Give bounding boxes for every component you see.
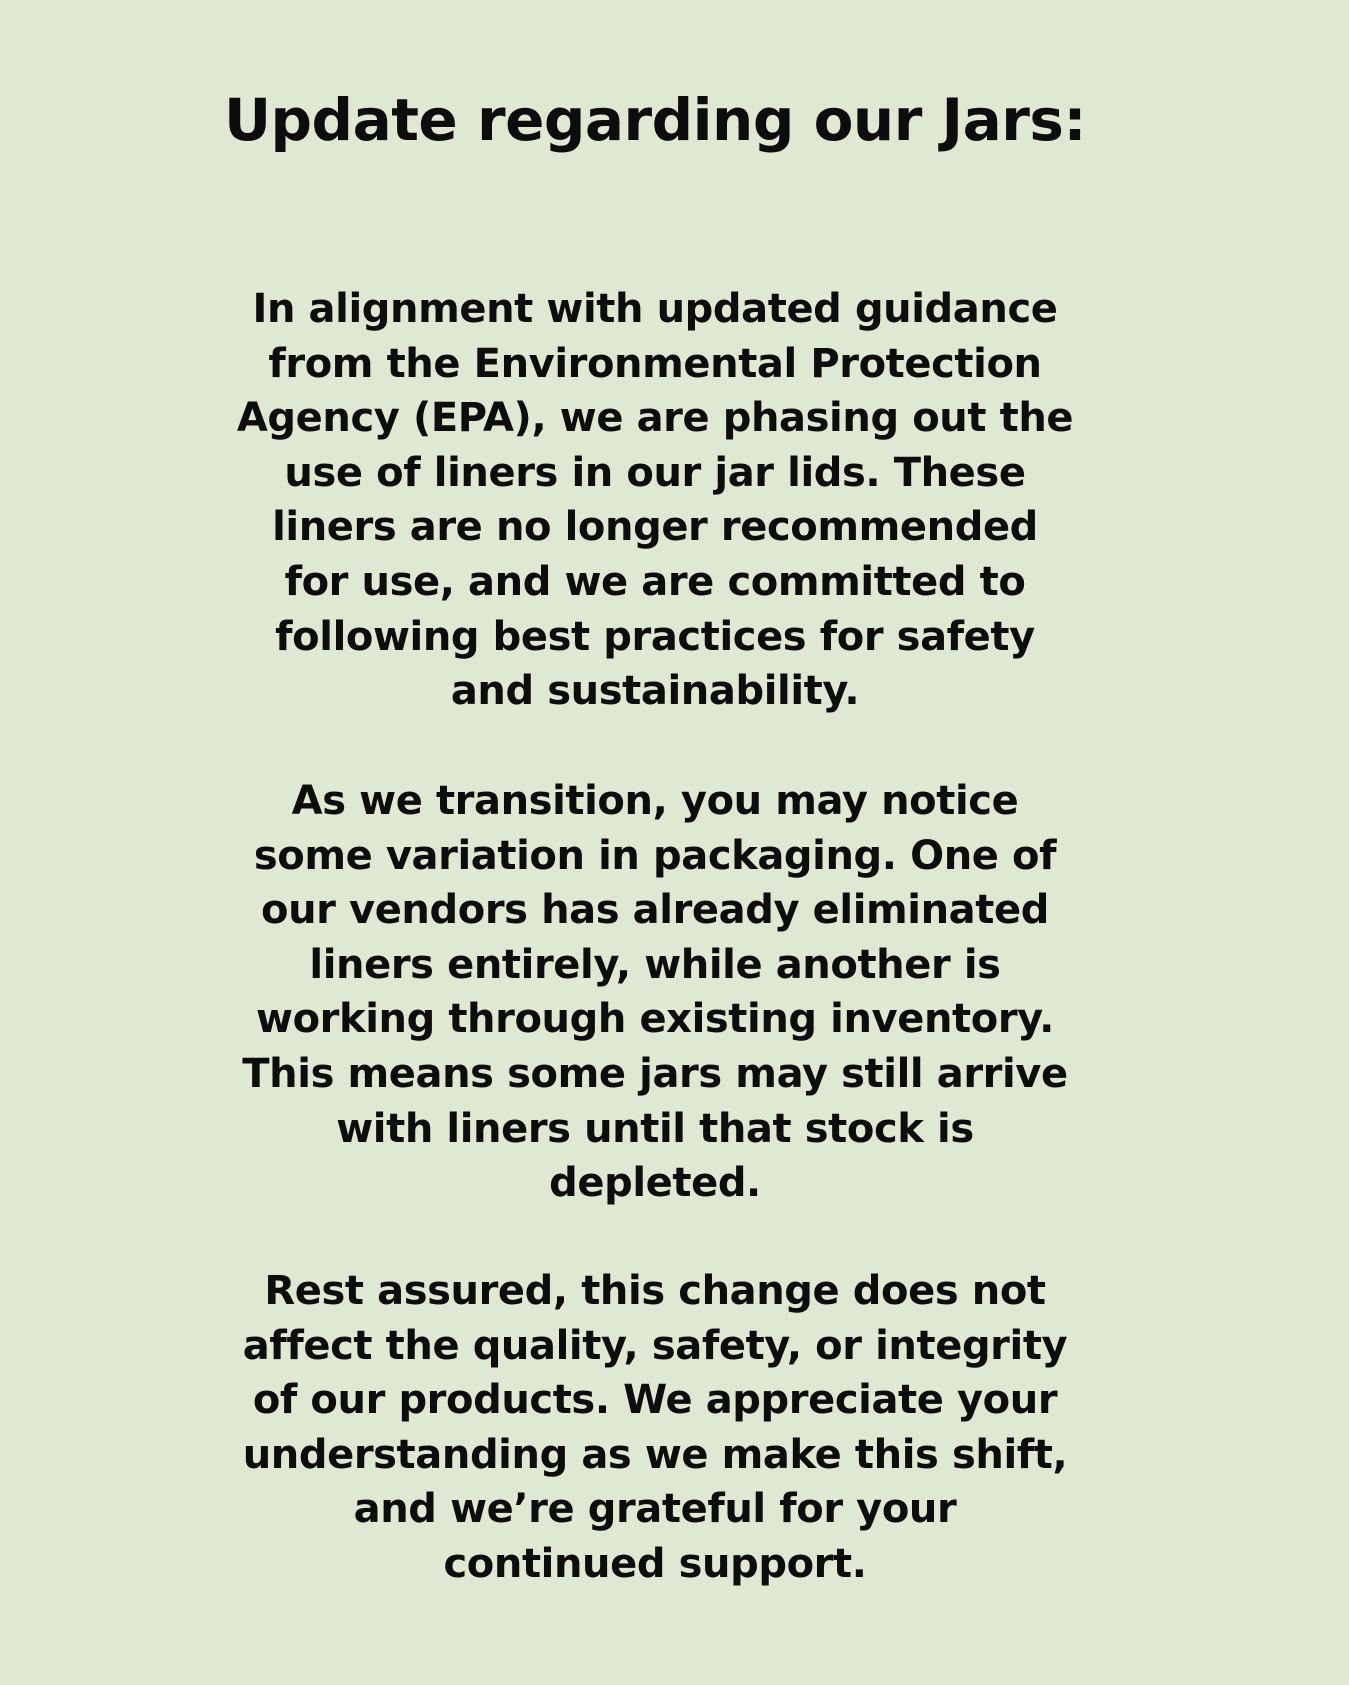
text-line: Rest assured, this change does not <box>264 1268 1046 1314</box>
text-line: of our products. We appreciate your <box>252 1377 1058 1424</box>
text-line: working through existing inventory. <box>256 996 1054 1043</box>
text-line: depleted. <box>549 1160 761 1207</box>
text-line: with liners until that stock is <box>336 1105 974 1152</box>
text-line: use of liners in our jar lids. These <box>284 449 1026 496</box>
text-line: understanding as we make this shift, <box>242 1431 1068 1478</box>
paragraph-transition <box>150 774 1160 1211</box>
text-line: As we transition, you may notice <box>291 778 1019 824</box>
text-line: liners are no longer recommended <box>272 504 1038 551</box>
text-line: This means some jars may still arrive <box>242 1050 1068 1097</box>
text-line: continued support. <box>443 1540 867 1587</box>
text-line: affect the quality, safety, or integrity <box>242 1322 1068 1369</box>
text-line: and sustainability. <box>450 668 860 715</box>
text-line: some variation in packaging. One of <box>253 832 1057 879</box>
page-title: Update regarding our Jars: <box>223 86 1087 154</box>
text-line: Agency (EPA), we are phasing out the <box>236 395 1074 442</box>
paragraph-assurance <box>150 1264 1160 1592</box>
text-line: from the Environmental Protection <box>268 340 1042 387</box>
text-line: In alignment with updated guidance <box>252 286 1058 332</box>
text-line: our vendors has already eliminated <box>261 887 1049 934</box>
text-line: liners entirely, while another is <box>309 941 1001 988</box>
text-line: and we’re grateful for your <box>353 1486 957 1533</box>
text-line: following best practices for safety <box>275 613 1035 660</box>
text-line: for use, and we are committed to <box>284 558 1026 605</box>
paragraph-epa-guidance <box>150 282 1160 719</box>
